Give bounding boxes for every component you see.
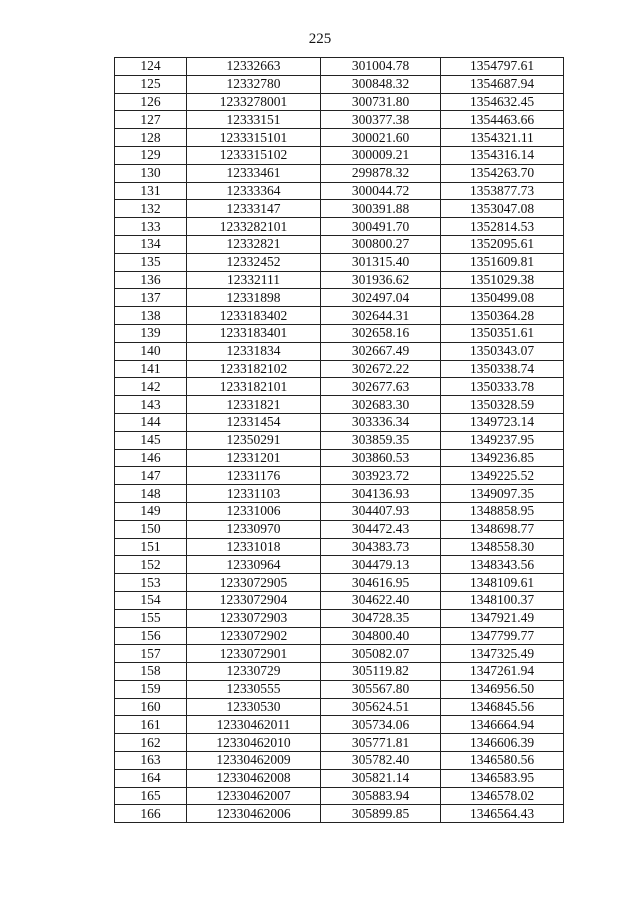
x-coordinate-cell: 304616.95 <box>321 574 441 592</box>
table-row <box>115 307 564 325</box>
point-number-cell: 142 <box>115 378 187 396</box>
point-id-cell: 1233182101 <box>187 378 321 396</box>
point-number-cell: 146 <box>115 449 187 467</box>
point-number-cell: 143 <box>115 396 187 414</box>
table-row <box>115 360 564 378</box>
point-number-cell: 152 <box>115 556 187 574</box>
table-row <box>115 200 564 218</box>
point-id-cell: 12331103 <box>187 485 321 503</box>
y-coordinate-cell: 1346956.50 <box>441 680 564 698</box>
table-row <box>115 734 564 752</box>
table-row <box>115 378 564 396</box>
x-coordinate-cell: 304622.40 <box>321 591 441 609</box>
point-id-cell: 1233182102 <box>187 360 321 378</box>
point-number-cell: 141 <box>115 360 187 378</box>
point-number-cell: 130 <box>115 164 187 182</box>
y-coordinate-cell: 1348858.95 <box>441 502 564 520</box>
y-coordinate-cell: 1348698.77 <box>441 520 564 538</box>
y-coordinate-cell: 1349723.14 <box>441 413 564 431</box>
point-number-cell: 156 <box>115 627 187 645</box>
point-id-cell: 1233072902 <box>187 627 321 645</box>
point-number-cell: 131 <box>115 182 187 200</box>
y-coordinate-cell: 1350364.28 <box>441 307 564 325</box>
point-number-cell: 161 <box>115 716 187 734</box>
table-row <box>115 129 564 147</box>
x-coordinate-cell: 301315.40 <box>321 253 441 271</box>
y-coordinate-cell: 1354687.94 <box>441 75 564 93</box>
point-number-cell: 149 <box>115 502 187 520</box>
point-number-cell: 164 <box>115 769 187 787</box>
point-id-cell: 12331006 <box>187 502 321 520</box>
table-row <box>115 253 564 271</box>
table-row <box>115 449 564 467</box>
y-coordinate-cell: 1347261.94 <box>441 663 564 681</box>
y-coordinate-cell: 1351029.38 <box>441 271 564 289</box>
point-number-cell: 127 <box>115 111 187 129</box>
point-id-cell: 12333151 <box>187 111 321 129</box>
point-id-cell: 12331018 <box>187 538 321 556</box>
x-coordinate-cell: 300731.80 <box>321 93 441 111</box>
y-coordinate-cell: 1354316.14 <box>441 146 564 164</box>
y-coordinate-cell: 1351609.81 <box>441 253 564 271</box>
point-id-cell: 12331834 <box>187 342 321 360</box>
y-coordinate-cell: 1354797.61 <box>441 58 564 76</box>
point-id-cell: 12331821 <box>187 396 321 414</box>
x-coordinate-cell: 302644.31 <box>321 307 441 325</box>
x-coordinate-cell: 302667.49 <box>321 342 441 360</box>
y-coordinate-cell: 1346664.94 <box>441 716 564 734</box>
point-number-cell: 145 <box>115 431 187 449</box>
point-number-cell: 150 <box>115 520 187 538</box>
point-id-cell: 12330555 <box>187 680 321 698</box>
point-id-cell: 12333364 <box>187 182 321 200</box>
x-coordinate-cell: 305567.80 <box>321 680 441 698</box>
table-row <box>115 574 564 592</box>
point-number-cell: 139 <box>115 324 187 342</box>
y-coordinate-cell: 1354263.70 <box>441 164 564 182</box>
point-id-cell: 12330462008 <box>187 769 321 787</box>
point-number-cell: 151 <box>115 538 187 556</box>
point-number-cell: 155 <box>115 609 187 627</box>
point-number-cell: 140 <box>115 342 187 360</box>
table-row <box>115 111 564 129</box>
point-number-cell: 153 <box>115 574 187 592</box>
point-id-cell: 1233072905 <box>187 574 321 592</box>
table-row <box>115 520 564 538</box>
y-coordinate-cell: 1354463.66 <box>441 111 564 129</box>
point-id-cell: 1233315101 <box>187 129 321 147</box>
y-coordinate-cell: 1354632.45 <box>441 93 564 111</box>
y-coordinate-cell: 1349237.95 <box>441 431 564 449</box>
point-id-cell: 12332821 <box>187 235 321 253</box>
point-number-cell: 154 <box>115 591 187 609</box>
table-row <box>115 271 564 289</box>
point-number-cell: 166 <box>115 805 187 823</box>
point-id-cell: 12330964 <box>187 556 321 574</box>
y-coordinate-cell: 1347799.77 <box>441 627 564 645</box>
point-number-cell: 147 <box>115 467 187 485</box>
x-coordinate-cell: 305821.14 <box>321 769 441 787</box>
y-coordinate-cell: 1346606.39 <box>441 734 564 752</box>
point-number-cell: 125 <box>115 75 187 93</box>
x-coordinate-cell: 300391.88 <box>321 200 441 218</box>
y-coordinate-cell: 1346580.56 <box>441 752 564 770</box>
table-row <box>115 485 564 503</box>
point-id-cell: 12332111 <box>187 271 321 289</box>
x-coordinate-cell: 303860.53 <box>321 449 441 467</box>
y-coordinate-cell: 1353877.73 <box>441 182 564 200</box>
table-row <box>115 805 564 823</box>
x-coordinate-cell: 305734.06 <box>321 716 441 734</box>
point-number-cell: 159 <box>115 680 187 698</box>
x-coordinate-cell: 300491.70 <box>321 218 441 236</box>
point-number-cell: 129 <box>115 146 187 164</box>
page-number: 225 <box>308 31 332 47</box>
table-row <box>115 769 564 787</box>
x-coordinate-cell: 302677.63 <box>321 378 441 396</box>
point-number-cell: 135 <box>115 253 187 271</box>
point-number-cell: 138 <box>115 307 187 325</box>
table-row <box>115 591 564 609</box>
point-number-cell: 158 <box>115 663 187 681</box>
point-id-cell: 12331454 <box>187 413 321 431</box>
table-row <box>115 342 564 360</box>
x-coordinate-cell: 305899.85 <box>321 805 441 823</box>
point-number-cell: 160 <box>115 698 187 716</box>
x-coordinate-cell: 303336.34 <box>321 413 441 431</box>
coordinates-table <box>114 57 564 823</box>
point-id-cell: 12330970 <box>187 520 321 538</box>
table-row <box>115 289 564 307</box>
y-coordinate-cell: 1346564.43 <box>441 805 564 823</box>
y-coordinate-cell: 1350499.08 <box>441 289 564 307</box>
y-coordinate-cell: 1346578.02 <box>441 787 564 805</box>
point-id-cell: 1233072904 <box>187 591 321 609</box>
point-id-cell: 12331898 <box>187 289 321 307</box>
x-coordinate-cell: 304728.35 <box>321 609 441 627</box>
x-coordinate-cell: 305624.51 <box>321 698 441 716</box>
y-coordinate-cell: 1347325.49 <box>441 645 564 663</box>
table-row <box>115 609 564 627</box>
table-row <box>115 146 564 164</box>
x-coordinate-cell: 301936.62 <box>321 271 441 289</box>
x-coordinate-cell: 305082.07 <box>321 645 441 663</box>
point-number-cell: 128 <box>115 129 187 147</box>
y-coordinate-cell: 1346845.56 <box>441 698 564 716</box>
table-row <box>115 716 564 734</box>
point-id-cell: 1233315102 <box>187 146 321 164</box>
point-number-cell: 132 <box>115 200 187 218</box>
point-id-cell: 1233183401 <box>187 324 321 342</box>
table-row <box>115 324 564 342</box>
y-coordinate-cell: 1350333.78 <box>441 378 564 396</box>
point-number-cell: 157 <box>115 645 187 663</box>
point-id-cell: 1233072901 <box>187 645 321 663</box>
table-row <box>115 58 564 76</box>
table-row <box>115 431 564 449</box>
table-row <box>115 467 564 485</box>
y-coordinate-cell: 1348558.30 <box>441 538 564 556</box>
point-id-cell: 12330462009 <box>187 752 321 770</box>
y-coordinate-cell: 1348109.61 <box>441 574 564 592</box>
table-row <box>115 164 564 182</box>
x-coordinate-cell: 305119.82 <box>321 663 441 681</box>
point-id-cell: 12350291 <box>187 431 321 449</box>
y-coordinate-cell: 1349236.85 <box>441 449 564 467</box>
point-number-cell: 137 <box>115 289 187 307</box>
table-row <box>115 627 564 645</box>
table-row <box>115 645 564 663</box>
point-number-cell: 165 <box>115 787 187 805</box>
y-coordinate-cell: 1347921.49 <box>441 609 564 627</box>
point-id-cell: 12330462006 <box>187 805 321 823</box>
y-coordinate-cell: 1354321.11 <box>441 129 564 147</box>
y-coordinate-cell: 1348343.56 <box>441 556 564 574</box>
x-coordinate-cell: 302497.04 <box>321 289 441 307</box>
x-coordinate-cell: 300848.32 <box>321 75 441 93</box>
point-id-cell: 12333147 <box>187 200 321 218</box>
point-number-cell: 126 <box>115 93 187 111</box>
point-number-cell: 136 <box>115 271 187 289</box>
point-number-cell: 124 <box>115 58 187 76</box>
y-coordinate-cell: 1350338.74 <box>441 360 564 378</box>
x-coordinate-cell: 302672.22 <box>321 360 441 378</box>
table-row <box>115 396 564 414</box>
x-coordinate-cell: 303859.35 <box>321 431 441 449</box>
table-row <box>115 235 564 253</box>
point-id-cell: 12331176 <box>187 467 321 485</box>
x-coordinate-cell: 305782.40 <box>321 752 441 770</box>
y-coordinate-cell: 1349225.52 <box>441 467 564 485</box>
point-id-cell: 12332452 <box>187 253 321 271</box>
x-coordinate-cell: 300021.60 <box>321 129 441 147</box>
x-coordinate-cell: 304383.73 <box>321 538 441 556</box>
x-coordinate-cell: 304472.43 <box>321 520 441 538</box>
table-row <box>115 182 564 200</box>
y-coordinate-cell: 1348100.37 <box>441 591 564 609</box>
table-row <box>115 663 564 681</box>
table-row <box>115 413 564 431</box>
x-coordinate-cell: 304479.13 <box>321 556 441 574</box>
y-coordinate-cell: 1350328.59 <box>441 396 564 414</box>
y-coordinate-cell: 1353047.08 <box>441 200 564 218</box>
point-number-cell: 144 <box>115 413 187 431</box>
point-number-cell: 163 <box>115 752 187 770</box>
table-row <box>115 75 564 93</box>
x-coordinate-cell: 300044.72 <box>321 182 441 200</box>
x-coordinate-cell: 303923.72 <box>321 467 441 485</box>
table-row <box>115 698 564 716</box>
y-coordinate-cell: 1352095.61 <box>441 235 564 253</box>
point-number-cell: 148 <box>115 485 187 503</box>
point-id-cell: 12330462011 <box>187 716 321 734</box>
x-coordinate-cell: 304407.93 <box>321 502 441 520</box>
x-coordinate-cell: 302683.30 <box>321 396 441 414</box>
y-coordinate-cell: 1346583.95 <box>441 769 564 787</box>
x-coordinate-cell: 301004.78 <box>321 58 441 76</box>
table-row <box>115 752 564 770</box>
x-coordinate-cell: 304136.93 <box>321 485 441 503</box>
table-row <box>115 787 564 805</box>
y-coordinate-cell: 1350351.61 <box>441 324 564 342</box>
point-number-cell: 162 <box>115 734 187 752</box>
point-id-cell: 12330462010 <box>187 734 321 752</box>
point-id-cell: 12330729 <box>187 663 321 681</box>
y-coordinate-cell: 1349097.35 <box>441 485 564 503</box>
x-coordinate-cell: 302658.16 <box>321 324 441 342</box>
point-number-cell: 133 <box>115 218 187 236</box>
table-row <box>115 556 564 574</box>
x-coordinate-cell: 300800.27 <box>321 235 441 253</box>
point-id-cell: 12333461 <box>187 164 321 182</box>
table-row <box>115 680 564 698</box>
y-coordinate-cell: 1350343.07 <box>441 342 564 360</box>
point-id-cell: 1233282101 <box>187 218 321 236</box>
point-id-cell: 12330462007 <box>187 787 321 805</box>
point-id-cell: 12330530 <box>187 698 321 716</box>
point-id-cell: 12332780 <box>187 75 321 93</box>
point-id-cell: 1233278001 <box>187 93 321 111</box>
x-coordinate-cell: 305771.81 <box>321 734 441 752</box>
x-coordinate-cell: 300377.38 <box>321 111 441 129</box>
x-coordinate-cell: 304800.40 <box>321 627 441 645</box>
point-id-cell: 12331201 <box>187 449 321 467</box>
point-number-cell: 134 <box>115 235 187 253</box>
table-row <box>115 218 564 236</box>
point-id-cell: 12332663 <box>187 58 321 76</box>
table-row <box>115 93 564 111</box>
coordinates-table-body <box>115 58 564 823</box>
x-coordinate-cell: 299878.32 <box>321 164 441 182</box>
table-row <box>115 538 564 556</box>
y-coordinate-cell: 1352814.53 <box>441 218 564 236</box>
point-id-cell: 1233183402 <box>187 307 321 325</box>
point-id-cell: 1233072903 <box>187 609 321 627</box>
x-coordinate-cell: 305883.94 <box>321 787 441 805</box>
x-coordinate-cell: 300009.21 <box>321 146 441 164</box>
table-row <box>115 502 564 520</box>
